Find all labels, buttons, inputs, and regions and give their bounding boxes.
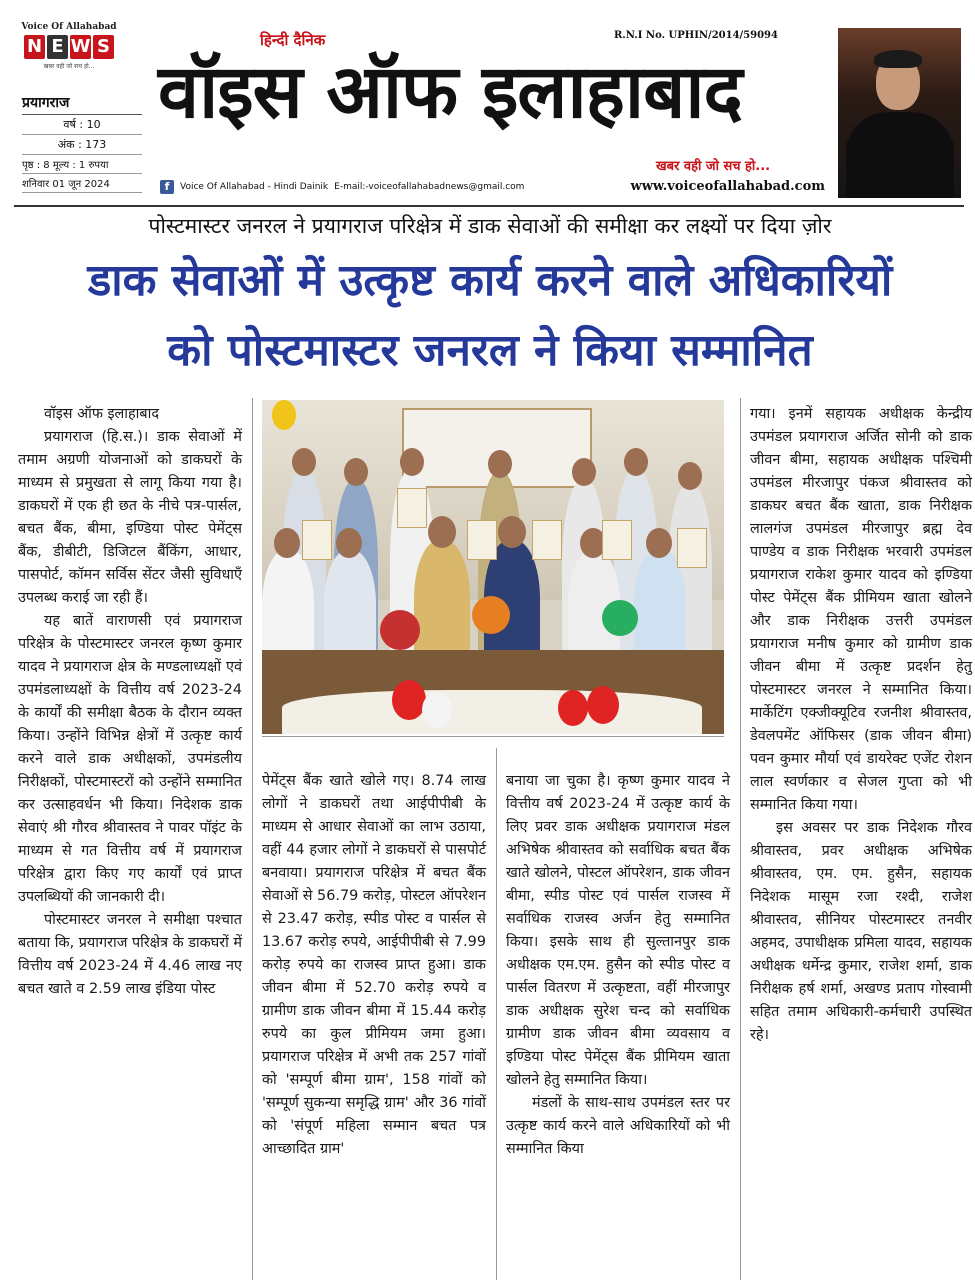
headline-line-2: को पोस्टमास्टर जनरल ने किया सम्मानित — [167, 325, 813, 376]
edition-info — [22, 93, 142, 193]
article-headline — [10, 246, 970, 386]
column-divider — [740, 398, 741, 1280]
newspaper-name: वॉइस ऑफ इलाहाबाद — [158, 49, 742, 135]
column-divider — [252, 398, 253, 1280]
logo-letter: N — [24, 35, 45, 59]
news-logo — [14, 22, 124, 88]
article-subheadline: पोस्टमास्टर जनरल ने प्रयागराज परिक्षेत्र में डाक सेवाओं की समीक्षा कर लक्ष्यों पर दिया ज़ोर — [148, 214, 832, 238]
award-ceremony-photo — [262, 400, 724, 734]
edition-pages-price: पृष्ठ : 8 मूल्य : 1 रुपया — [22, 155, 142, 174]
masthead-divider — [14, 205, 964, 207]
article-paragraph: गया। इनमें सहायक अधीक्षक केन्द्रीय उपमंडल प्रयागराज अर्जित सोनी को डाक जीवन बीमा, सहायक अधीक्षक पश्चिमी उपमंडल मीरजापुर पंकज श्रीवास्तव को डाकघर बचत बैंक खाता, डाक निरीक्षक लालगंज उपमंडल मीरजापुर ब्रह्म देव पाण्डेय व डाक निरीक्षक भरवारी उपमंडल प्रयागराज राकेश कुमार यादव को इण्डिया पोस्ट पेमेंट्स बैंक प्रीमियम खाता खोलने और डाक निरीक्षक उत्तरी उपमंडल प्रयागराज मनीष कुमार को ग्रामीण डाक जीवन बीमा में उत्कृष्ट प्रदर्शन हेतु पोस्टमास्टर जनरल ने सम्मानित किया। मार्केटिंग एक्जीक्यूटिव रजनीश श्रीवास्तव, डेवलपमेंट ऑफिसर (डाक जीवन बीमा) पवन कुमार मौर्या एवं डायरेक्ट एजेंट रोशन लाल स्वर्णकार व सेजल गुप्ता को भी सम्मानित किया गया। — [750, 406, 972, 813]
edition-date: शनिवार 01 जून 2024 — [22, 174, 142, 193]
byline: वॉइस ऑफ इलाहाबाद — [44, 406, 159, 422]
masthead-portrait-photo — [838, 28, 961, 198]
logo-letter: S — [93, 35, 114, 59]
website-url: www.voiceofallahabad.com — [630, 179, 825, 194]
article-paragraph: बनाया जा चुका है। कृष्ण कुमार यादव ने वित्तीय वर्ष 2023-24 में उत्कृष्ट कार्य के लिए प्रवर डाक अधीक्षक प्रयागराज मंडल अभिषेक श्रीवास्तव को सर्वाधिक बचत बैंक खाते खोलने, पोस्टल ऑपरेशन, डाक जीवन बीमा, स्पीड पोस्ट एवं पार्सल राजस्व में सर्वाधिक राजस्व अर्जन हेतु सम्मानित किया। इसके साथ ही सुल्तानपुर डाक अधीक्षक एम.एम. हुसैन को स्पीड पोस्ट व पार्सल वितरण में उत्कृष्टता, वहीं मीरजापुर डाक अधीक्षक सुरेश चन्द को सर्वाधिक ग्रामीण डाक जीवन बीमा व्यवसाय व इण्डिया पोस्ट पेमेंट्स बैंक प्रीमियम खाता खोलने हेतु सम्मानित किया। — [506, 773, 730, 1088]
hindi-dainik-label: हिन्दी दैनिक — [260, 31, 326, 49]
edition-year: वर्ष : 10 — [22, 115, 142, 135]
logo-top-text: Voice Of Allahabad — [21, 22, 117, 32]
logo-tagline: खबर वही जो सच हो... — [43, 63, 95, 70]
article-column-4 — [750, 403, 972, 1047]
article-column-2 — [262, 770, 486, 1161]
email-address: E-mail:-voiceofallahabadnews@gmail.com — [334, 182, 525, 192]
article-column-1 — [18, 403, 242, 1001]
photo-bottom-rule — [262, 736, 724, 737]
article-paragraph: पेमेंट्स बैंक खाते खोले गए। 8.74 लाख लोगों ने डाकघरों तथा आईपीपीबी के माध्यम से आधार सेवाओं का लाभ उठाया, वहीं 44 हजार लोगों ने डाकघरों से पासपोर्ट बनवाया। प्रयागराज परिक्षेत्र में बचत बैंक सेवाओं से 56.79 करोड़, पोस्टल ऑपरेशन से 23.47 करोड़, स्पीड पोस्ट व पार्सल से 13.67 करोड़ रुपये, आईपीपीबी से 7.99 करोड़ रुपये का राजस्व प्राप्त हुआ। डाक जीवन बीमा में 52.70 करोड़ रुपये व ग्रामीण डाक जीवन बीमा में 15.44 करोड़ रुपये का कुल प्रीमियम जमा हुआ। प्रयागराज परिक्षेत्र में अभी तक 257 गांवों को 'सम्पूर्ण बीमा ग्राम', 158 गांवों को 'सम्पूर्ण सुकन्या समृद्धि ग्राम' और 36 गांवों को 'संपूर्ण महिला सम्मान बचत पत्र आच्छादित ग्राम' — [262, 773, 486, 1157]
edition-city: प्रयागराज — [22, 93, 142, 115]
article-paragraph: यह बातें वाराणसी एवं प्रयागराज परिक्षेत्र के पोस्टमास्टर जनरल कृष्ण कुमार यादव ने प्रयागराज क्षेत्र के मण्डलाध्यक्षों एवं उपमंडलाध्यक्षों के वित्तीय वर्ष 2023-24 के कार्यों की समीक्षा बैठक के दौरान व्यक्त किया। उन्होंने विभिन्न क्षेत्रों में उत्कृष्ट कार्य करने वाले डाक अधीक्षकों, उपमंडलीय निरीक्षकों, पोस्टमास्टरों को उन्होंने सम्मानित कर उत्साहवर्धन भी किया। निदेशक डाक सेवाएं श्री गौरव श्रीवास्तव ने पावर पॉइंट के माध्यम से गत वित्तीय वर्ष में प्रयागराज परिक्षेत्र द्वारा किए गए कार्यों एवं प्राप्त उपलब्धियों की जानकारी दी। — [18, 613, 242, 905]
article-paragraph: मंडलों के साथ-साथ उपमंडल स्तर पर उत्कृष्ट कार्य करने वाले अधिकारियों को भी सम्मानित किया — [506, 1095, 730, 1157]
logo-letter: W — [70, 36, 91, 57]
contact-bar — [160, 176, 825, 198]
newspaper-motto: खबर वही जो सच हो... — [656, 159, 771, 174]
rni-number: R.N.I No. UPHIN/2014/59094 — [614, 30, 778, 41]
article-paragraph: प्रयागराज (हि.स.)। डाक सेवाओं में तमाम अग्रणी योजनाओं को डाकघरों के माध्यम से प्रमुखता से लागू किया गया है। डाकघरों में एक ही छत के नीचे पत्र-पार्सल, बचत बैंक, बीमा, इण्डिया पोस्ट पेमेंट्स बैंक, डीबीटी, डिजिटल बैंकिंग, आधार, पासपोर्ट, कॉमन सर्विस सेंटर जैसी सुविधाएँ उपलब्ध कराई जा रही हैं। — [18, 429, 242, 606]
article-column-3 — [506, 770, 730, 1161]
facebook-icon: f — [160, 180, 174, 194]
article-paragraph: इस अवसर पर डाक निदेशक गौरव श्रीवास्तव, प्रवर अधीक्षक अभिषेक श्रीवास्तव, एम. एम. हुसैन, सहायक निदेशक मासूम रजा रश्दी, राजेश श्रीवास्तव, सीनियर पोस्टमास्टर तनवीर अहमद, उपाधीक्षक प्रमिला यादव, सहायक अधीक्षक धर्मेन्द्र कुमार, राजेश शर्मा, डाक निरीक्षक हर्ष शर्मा, अखण्ड प्रताप गोस्वामी सहित तमाम अधिकारी-कर्मचारी उपस्थित रहे। — [750, 820, 972, 1043]
facebook-page: Voice Of Allahabad - Hindi Dainik — [180, 182, 329, 192]
logo-letters — [14, 35, 124, 59]
logo-letter: E — [47, 35, 68, 59]
article-paragraph: पोस्टमास्टर जनरल ने समीक्षा पश्चात बताया कि, प्रयागराज परिक्षेत्र के डाकघरों में वित्तीय वर्ष 2023-24 में 4.46 लाख नए बचत खाते व 2.59 लाख इंडिया पोस्ट — [18, 912, 242, 997]
headline-line-1: डाक सेवाओं में उत्कृष्ट कार्य करने वाले अधिकारियों — [87, 255, 893, 306]
column-divider — [496, 748, 497, 1280]
masthead — [0, 0, 975, 208]
edition-issue: अंक : 173 — [22, 135, 142, 155]
